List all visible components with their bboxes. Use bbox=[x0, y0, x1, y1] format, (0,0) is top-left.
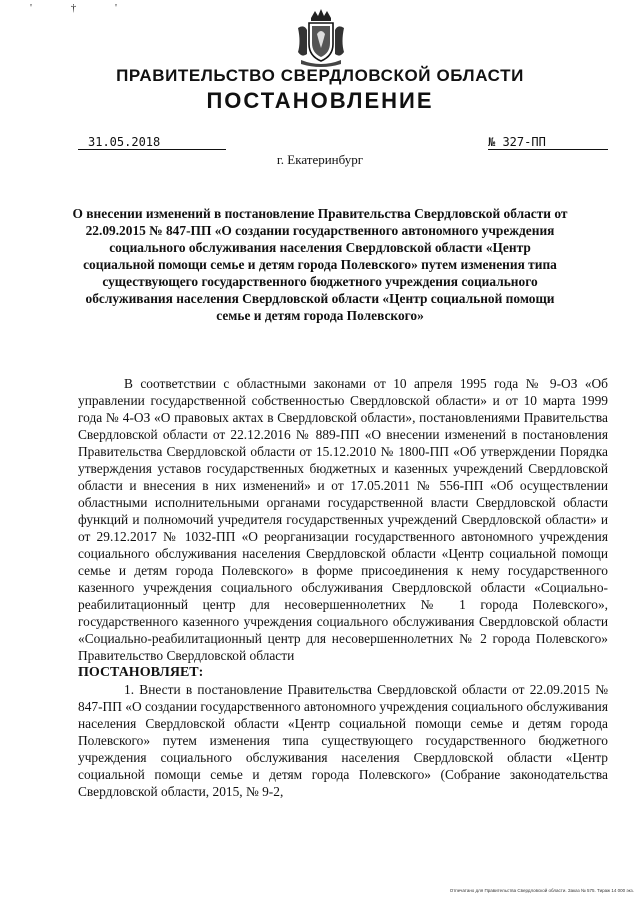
preamble-paragraph: В соответствии с областными законами от 10 апреля 1995 года № 9-ОЗ «Об управлении государственной собственностью Свердловской области» и от 10 марта 1999 года № 4-ОЗ «О правовых актах в Свердловской области», постановлениями Правительства Свердловской области от 22.12.2016 № 889-ПП «О внесении изменений в постановления Правительства Свердловской области от 15.12.2010 № 1800-ПП «Об утверждении Порядка утверждения уставов государственных бюджетных и казенных учреждений Свердловской области и внесения в них изменений» и от 17.05.2011 № 556-ПП «Об осуществлении областными исполнительными органами государственной власти Свердловской области функций и полномочий учредителя государственных учреждений Свердловской области» и от 29.12.2017 № 1032-ПП «О реорганизации государственного автономного учреждения социального обслуживания населения Свердловской области «Центр социальной помощи семье и детям города Полевского» в форме присоединения к нему государственного казенного учреждения социального обслуживания Свердловской области «Социально-реабилитационный центр для несовершеннолетних № 1 города Полевского», государственного казенного учреждения социального обслуживания Свердловской области «Социально-реабилитационный центр для несовершеннолетних № 2 города Полевского» Правительство Свердловской области bbox=[78, 376, 608, 663]
document-subject: О внесении изменений в постановление Правительства Свердловской области от 22.09.2015 № 847-ПП «О создании государственного автономного учреждения социального обслуживания населения Свердловской области «Центр социальной помощи семье и детям города Полевского» путем изменения типа существующего государственного бюджетного учреждения социального обслуживания населения Свердловской области «Центр социальной помощи семье и детям города Полевского» bbox=[72, 206, 568, 323]
document-body bbox=[78, 375, 608, 800]
document-date: 31.05.2018 bbox=[78, 135, 226, 150]
margin-marks: ' † ' bbox=[30, 2, 135, 14]
print-footer: Отпечатано для Правительства Свердловской области. Заказ № 575. Тираж 14 000 экз. bbox=[449, 888, 634, 893]
document-type: ПОСТАНОВЛЕНИЕ bbox=[206, 88, 434, 113]
coat-of-arms-icon bbox=[295, 8, 347, 68]
ruling-heading: ПОСТАНОВЛЯЕТ: bbox=[78, 665, 204, 680]
document-city: г. Екатеринбург bbox=[276, 152, 364, 167]
item-1-paragraph: 1. Внести в постановление Правительства Свердловской области от 22.09.2015 № 847-ПП «О создании государственного автономного учреждения социального обслуживания населения Свердловской области «Центр социальной помощи семье и детям города Полевского» путем изменения типа существующего государственного бюджетного учреждения социального обслуживания населения Свердловской области «Центр социальной помощи семье и детям города Полевского» (Собрание законодательства Свердловской области, 2015, № 9-2, bbox=[78, 682, 608, 799]
document-number: № 327-ПП bbox=[488, 135, 608, 150]
government-title: ПРАВИТЕЛЬСТВО СВЕРДЛОВСКОЙ ОБЛАСТИ bbox=[116, 66, 524, 85]
